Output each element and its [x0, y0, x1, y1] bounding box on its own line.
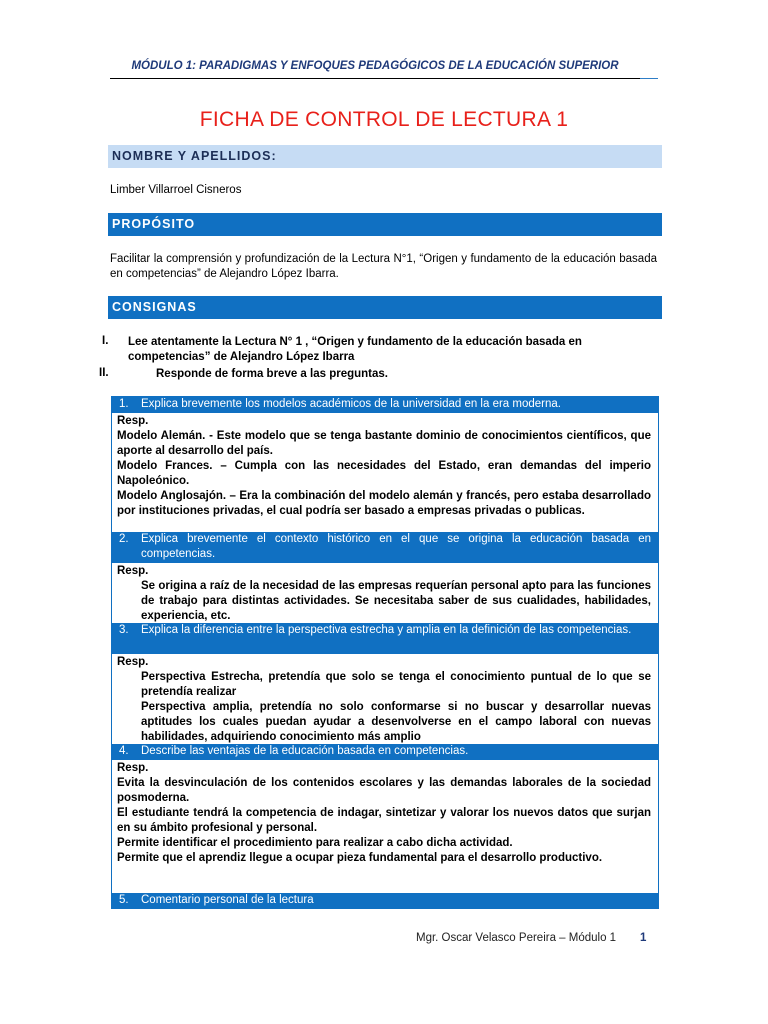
question-header — [112, 397, 658, 413]
document-title: FICHA DE CONTROL DE LECTURA 1 — [199, 108, 569, 131]
question-number: 5. — [119, 894, 129, 906]
question-header — [112, 744, 658, 760]
resp-label: Resp. — [117, 762, 149, 774]
answer-paragraph: Modelo Anglosajón. – Era la combinación del modelo alemán y francés, pero estaba desarrollado por instituciones privadas, el cual podría ser basado a empresas privadas o publicas. — [117, 490, 651, 517]
answer-block — [112, 564, 658, 624]
instruction-text: Lee atentamente la Lectura N° 1 , “Origen y fundamento de la educación basada en competencias” de Alejandro López Ibarra — [128, 336, 582, 363]
instruction-item: Responde de forma breve a las preguntas. — [156, 368, 388, 380]
consignas-section-header: CONSIGNAS — [108, 296, 662, 319]
answer-paragraph: Modelo Alemán. - Este modelo que se tenga bastante dominio de conocimientos científicos, que aporte al desarrollo del país. — [117, 430, 651, 457]
instruction-number: I. — [102, 335, 109, 347]
question-header — [112, 532, 658, 563]
footer-author: Mgr. Oscar Velasco Pereira – Módulo 1 — [416, 932, 617, 944]
student-name: Limber Villarroel Cisneros — [110, 184, 242, 196]
name-section-header: NOMBRE Y APELLIDOS: — [108, 145, 662, 168]
question-text: Explica brevemente los modelos académicos de la universidad en la era moderna. — [141, 398, 561, 410]
answer-block — [112, 655, 658, 745]
question-text: Explica brevemente el contexto histórico en el que se origina la educación basada en competencias. — [141, 533, 651, 560]
question-text: Describe las ventajas de la educación basada en competencias. — [141, 745, 469, 757]
question-header — [112, 893, 658, 908]
question-number: 1. — [119, 398, 129, 410]
header-divider-accent — [640, 78, 658, 79]
question-number: 4. — [119, 745, 129, 757]
answer-paragraph: Modelo Frances. – Cumpla con las necesidades del Estado, eran demandas del imperio Napoleónico. — [117, 460, 651, 487]
question-number: 2. — [119, 533, 129, 545]
purpose-text: Facilitar la comprensión y profundización de la Lectura N°1, “Origen y fundamento de la educación basada en competencias” de Alejandro López Ibarra. — [110, 253, 657, 280]
answer-paragraph: Permite identificar el procedimiento para realizar a cabo dicha actividad. — [117, 837, 513, 849]
answer-paragraph: Se origina a raíz de la necesidad de las empresas requerían personal apto para las funciones de trabajo para distintas actividades. Se necesitaba saber de sus cualidades, habilidades, experiencia, etc. — [141, 580, 651, 622]
answer-block — [112, 414, 658, 519]
answer-paragraph: Perspectiva Estrecha, pretendía que solo se tenga el conocimiento puntual de lo que se pretendía realizar — [141, 671, 651, 698]
instruction-number: II. — [99, 367, 109, 379]
answer-paragraph: El estudiante tendrá la competencia de indagar, sintetizar y valorar los nuevos datos que surjan en su ámbito profesional y personal. — [117, 807, 651, 834]
question-header — [112, 623, 658, 654]
questions-table — [111, 396, 659, 909]
header-divider — [110, 78, 640, 79]
module-header: MÓDULO 1: PARADIGMAS Y ENFOQUES PEDAGÓGICOS DE LA EDUCACIÓN SUPERIOR — [131, 60, 619, 72]
instruction-item — [128, 335, 658, 365]
answer-paragraph: Perspectiva amplia, pretendía no solo conformarse si no buscar y desarrollar nuevas aptitudes los cuales puedan ayudar a desenvolverse en el campo laboral con nuevas habilidades, adquiriendo conocimiento más amplio — [141, 701, 651, 743]
purpose-section-header: PROPÓSITO — [108, 213, 662, 236]
answer-paragraph: Evita la desvinculación de los contenidos escolares y las demandas laborales de la sociedad posmoderna. — [117, 777, 651, 804]
question-text: Comentario personal de la lectura — [141, 894, 314, 906]
answer-block — [112, 761, 658, 866]
question-text: Explica la diferencia entre la perspectiva estrecha y amplia en la definición de las competencias. — [141, 624, 632, 636]
resp-label: Resp. — [117, 565, 149, 577]
question-number: 3. — [119, 624, 129, 636]
page-number: 1 — [640, 932, 647, 944]
resp-label: Resp. — [117, 656, 149, 668]
resp-label: Resp. — [117, 415, 149, 427]
answer-paragraph: Permite que el aprendiz llegue a ocupar pieza fundamental para el desarrollo productivo. — [117, 852, 603, 864]
